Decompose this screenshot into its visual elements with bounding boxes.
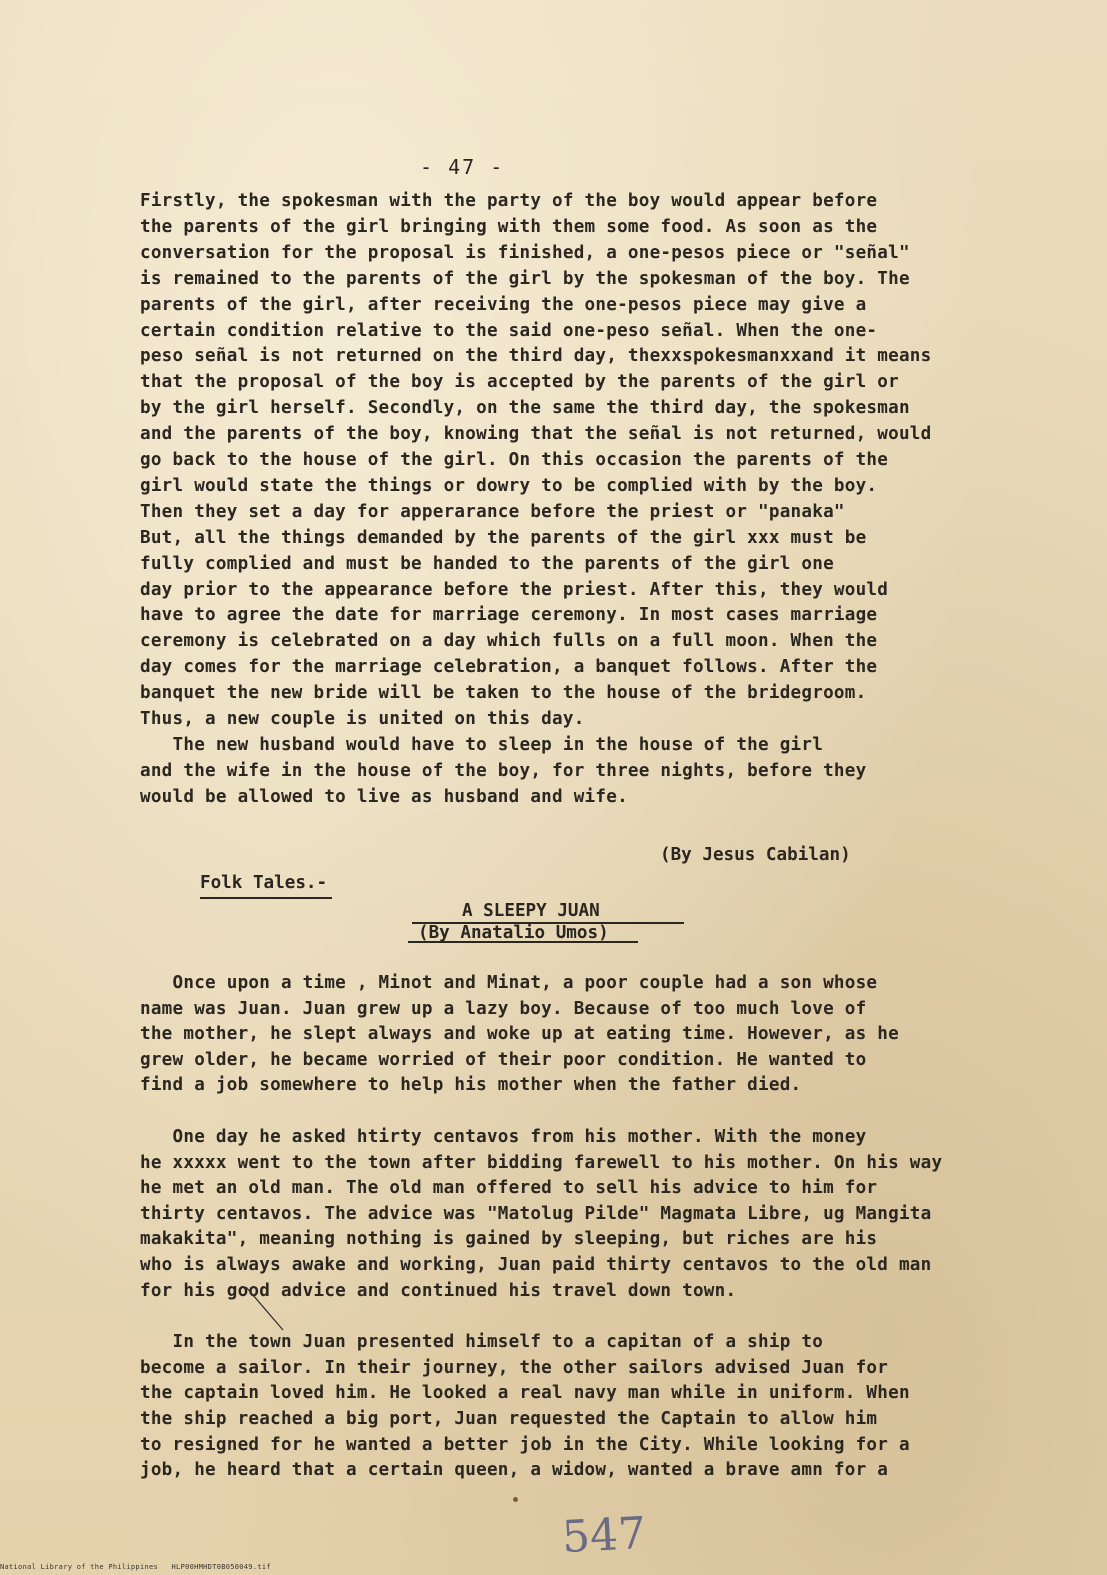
- story-line: who is always awake and working, Juan paid thirty centavos to the old man: [140, 1255, 932, 1275]
- text-line: go back to the house of the girl. On this occasion the parents of the: [140, 450, 889, 470]
- text-line: by the girl herself. Secondly, on the same the third day, the spokesman: [140, 398, 910, 419]
- story-line: the ship reached a big port, Juan requested the Captain to allow him: [140, 1409, 878, 1429]
- handwritten-page-number: 547: [560, 1507, 648, 1564]
- text-line: day comes for the marriage celebration, a banquet follows. After the: [140, 657, 878, 678]
- text-line: But, all the things demanded by the parents of the girl xxx must be: [140, 527, 867, 548]
- byline-jesus-cabilan: (By Jesus Cabilan): [660, 845, 851, 865]
- story-line: Once upon a time , Minot and Minat, a poor couple had a son whose: [140, 973, 878, 993]
- text-line: certain condition relative to the said one-peso señal. When the one-: [140, 320, 878, 341]
- story-line: grew older, he became worried of their poor condition. He wanted to: [140, 1049, 867, 1070]
- story-line: makakita", meaning nothing is gained by sleeping, but riches are his: [140, 1229, 878, 1250]
- text-line: ceremony is celebrated on a day which fulls on a full moon. When the: [140, 631, 878, 652]
- text-line: have to agree the date for marriage ceremony. In most cases marriage: [140, 605, 878, 626]
- story-author: (By Anatalio Umos): [418, 923, 609, 943]
- story-line: job, he heard that a certain queen, a widow, wanted a brave amn for a: [140, 1460, 889, 1481]
- story-line: he xxxxx went to the town after bidding farewell to his mother. On his way: [140, 1152, 943, 1173]
- text-line: The new husband would have to sleep in the house of the girl: [140, 734, 824, 755]
- story-line: the captain loved him. He looked a real navy man while in uniform. When: [140, 1383, 910, 1404]
- story-title: A SLEEPY JUAN: [462, 901, 600, 921]
- text-line: parents of the girl, after receiving the one-pesos piece may give a: [140, 294, 867, 315]
- text-line: conversation for the proposal is finished, a one-pesos piece or "señal": [140, 242, 910, 263]
- text-line: the parents of the girl bringing with them some food. As soon as the: [140, 216, 878, 237]
- story-line: thirty centavos. The advice was "Matolug Pilde" Magmata Libre, ug Mangita: [140, 1203, 932, 1224]
- ink-spot: [513, 1497, 518, 1502]
- story-line: become a sailor. In their journey, the other sailors advised Juan for: [140, 1357, 889, 1378]
- text-line: and the wife in the house of the boy, for three nights, before they: [140, 760, 867, 781]
- story-line: for his good advice and continued his travel down town.: [140, 1280, 737, 1301]
- text-line: banquet the new bride will be taken to the house of the bridegroom.: [140, 683, 867, 704]
- story-line: find a job somewhere to help his mother when the father died.: [140, 1075, 802, 1096]
- text-line: would be allowed to live as husband and wife.: [140, 786, 628, 807]
- text-line: Then they set a day for apperarance before the priest or "panaka": [140, 501, 845, 522]
- text-line: peso señal is not returned on the third day, thexxspokesmanxxand it means: [140, 346, 932, 367]
- story-line: One day he asked htirty centavos from his mother. With the money: [140, 1127, 867, 1147]
- text-line: and the parents of the boy, knowing that the señal is not returned, would: [140, 424, 932, 445]
- text-line: girl would state the things or dowry to be complied with by the boy.: [140, 475, 878, 496]
- story-line: name was Juan. Juan grew up a lazy boy. Because of too much love of: [140, 998, 867, 1019]
- story-line: to resigned for he wanted a better job in the City. While looking for a: [140, 1434, 910, 1455]
- section-heading: Folk Tales.-: [200, 873, 328, 893]
- story-line: he met an old man. The old man offered to sell his advice to him for: [140, 1178, 878, 1199]
- story-line: the mother, he slept always and woke up at eating time. However, as he: [140, 1024, 899, 1045]
- text-line: fully complied and must be handed to the parents of the girl one: [140, 553, 834, 574]
- text-line: is remained to the parents of the girl by the spokesman of the boy. The: [140, 268, 910, 289]
- text-line: Thus, a new couple is united on this day.: [140, 709, 585, 729]
- archive-footer: National Library of the Philippines HLP00HMHDT0B050049.tif: [0, 1563, 271, 1571]
- story-line: In the town Juan presented himself to a capitan of a ship to: [140, 1332, 824, 1353]
- text-line: that the proposal of the boy is accepted by the parents of the girl or: [140, 372, 899, 393]
- text-line: day prior to the appearance before the priest. After this, they would: [140, 579, 889, 600]
- page-number: - 47 -: [420, 155, 505, 179]
- text-line: Firstly, the spokesman with the party of the boy would appear before: [140, 191, 878, 211]
